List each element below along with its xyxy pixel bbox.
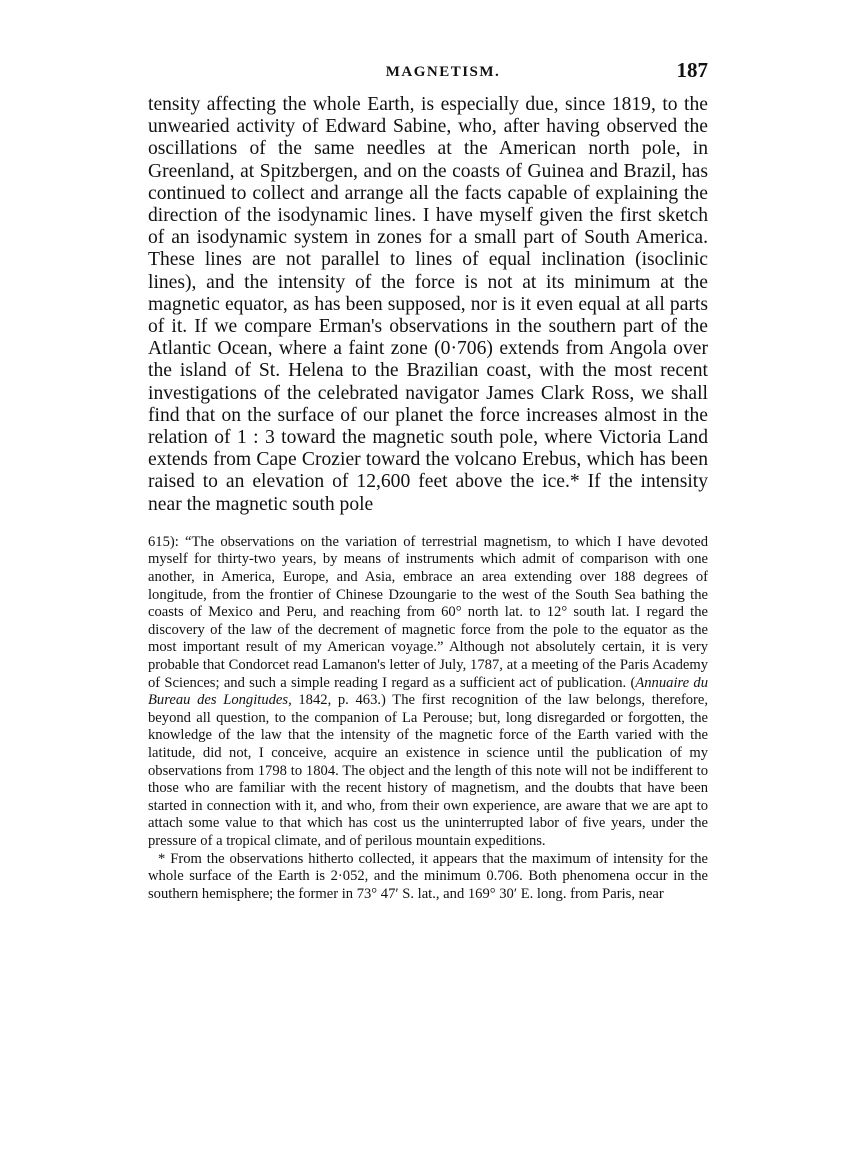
book-page xyxy=(148,58,708,903)
page-number: 187 xyxy=(676,58,708,82)
main-text xyxy=(148,94,708,516)
running-header xyxy=(148,58,708,88)
footnote-citation: Annuaire du Bureau des Longitudes, xyxy=(148,674,708,709)
footnote-continued xyxy=(148,534,708,851)
footnote-asterisk: * From the observations hitherto collected, it appears that the maximum of intensity for the whole surface of the Earth is 2·052, and the minimum 0.706. Both phenomena occur in the southern hemisphere; the former in 73° 47′ S. lat., and 169° 30′ E. long. from Paris, near xyxy=(148,850,708,902)
body-paragraph: tensity affecting the whole Earth, is especially due, since 1819, to the unwearied activity of Edward Sabine, who, after having observed the oscillations of the same needles at the American north pole, in Greenland, at Spitzbergen, and on the coasts of Guinea and Brazil, has continued to collect and arrange all the facts capable of explaining the direction of the isodynamic lines. I have myself given the first sketch of an isodynamic system in zones for a small part of South America. These lines are not parallel to lines of equal inclination (isoclinic lines), and the intensity of the force is not at its minimum at the magnetic equator, as has been supposed, nor is it even equal at all parts of it. If we compare Erman's observations in the southern part of the Atlantic Ocean, where a faint zone (0·706) extends from Angola over the island of St. Helena to the Brazilian coast, with the most recent investigations of the celebrated navigator James Clark Ross, we shall find that on the surface of our planet the force increases almost in the relation of 1 : 3 toward the magnetic south pole, where Victoria Land extends from Cape Crozier toward the volcano Erebus, which has been raised to an elevation of 12,600 feet above the ice.* If the intensity near the magnetic south pole xyxy=(148,94,708,515)
footnotes xyxy=(148,534,708,903)
running-title: MAGNETISM. xyxy=(385,64,501,80)
footnote-text-part1: 615): “The observations on the variation of terrestrial magnetism, to which I have devoted myself for thirty-two years, by means of instruments which admit of comparison with one another, in America, Europe, and Asia, embrace an area extending over 188 degrees of longitude, from the frontier of Chinese Dzoungarie to the west of the South Sea bathing the coasts of Mexico and Peru, and reaching from 60° north lat. to 12° south lat. I regard the discovery of the law of the decrement of magnetic force from the pole to the equator as the most important result of my American voyage.” Although not absolutely certain, it is very probable that Condorcet read Lamanon's letter of July, 1787, at a meeting of the Paris Academy of Sciences; and such a simple reading I regard as a sufficient act of publication. ( xyxy=(148,533,708,691)
footnote-text-part2: 1842, p. 463.) The first recognition of the law belongs, therefore, beyond all question, to the companion of La Perouse; but, long disregarded or forgotten, the knowledge of the law that the intensity of the magnetic force of the Earth varied with the latitude, did not, I conceive, acquire an existence in science until the publication of my observations from 1798 to 1804. The object and the length of this note will not be indifferent to those who are familiar with the recent history of magnetism, and the doubts that have been started in connection with it, and who, from their own experience, are aware that we are apt to attach some value to that which has cost us the uninterrupted labor of five years, under the pressure of a tropical climate, and of perilous mountain expeditions. xyxy=(148,692,708,849)
